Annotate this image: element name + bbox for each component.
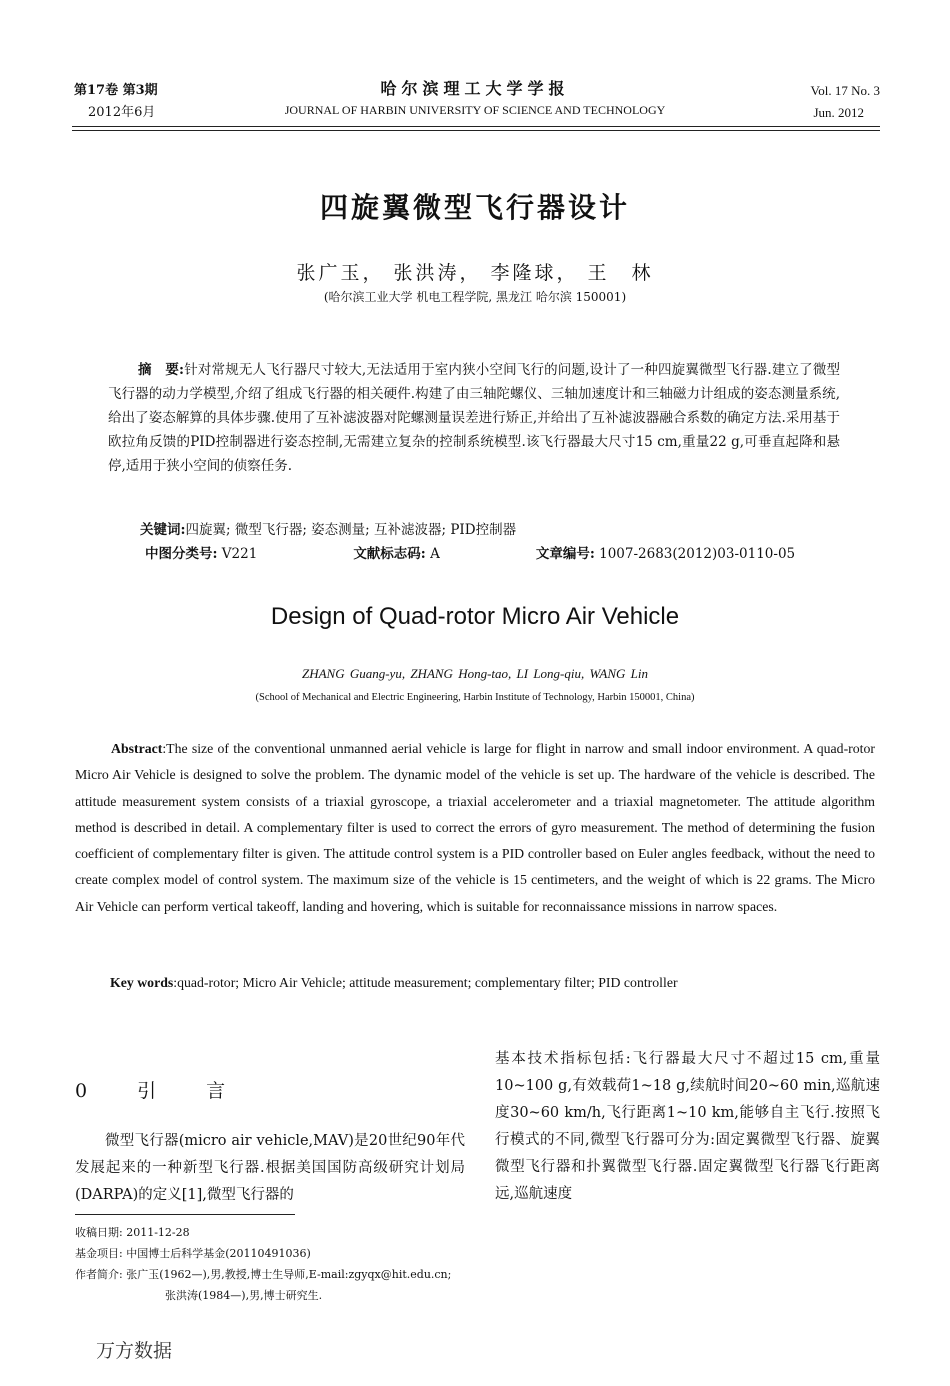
journal-name-cn: 哈尔滨理工大学学报	[380, 79, 570, 98]
article-number-label: 文章编号:	[535, 546, 595, 562]
footnote-received: 收稿日期: 2011-12-28	[75, 1226, 190, 1239]
keywords-en	[110, 970, 870, 996]
keywords-en-text: :quad-rotor; Micro Air Vehicle; attitude measurement; complementary filter; PID controller	[173, 975, 678, 990]
journal-name-en: JOURNAL OF HARBIN UNIVERSITY OF SCIENCE AND TECHNOLOGY	[284, 103, 666, 117]
paper-title-cn: 四旋翼微型飞行器设计	[319, 191, 630, 224]
volume-info	[74, 80, 204, 124]
authors-en: ZHANG Guang-yu, ZHANG Hong-tao, LI Long-qiu, WANG Lin	[301, 666, 649, 681]
keywords-cn-text: 四旋翼; 微型飞行器; 姿态测量; 互补滤波器; PID控制器	[185, 522, 517, 538]
abstract-en	[75, 736, 875, 920]
document-code	[353, 546, 488, 562]
header-rule	[72, 126, 880, 127]
keywords-cn	[140, 518, 840, 542]
section-heading-introduction: 0 引 言	[75, 1080, 248, 1102]
volume-issue-en: Vol. 17 No. 3	[810, 83, 880, 98]
keywords-cn-label: 关键词:	[140, 522, 186, 538]
abstract-cn-label: 摘 要:	[138, 362, 185, 378]
abstract-en-label: Abstract	[111, 741, 163, 756]
article-number	[536, 546, 843, 562]
journal-header	[240, 78, 710, 120]
abstract-en-text: :The size of the conventional unmanned aerial vehicle is large for flight in narrow and small indoor environment. A quad-rotor Micro Air Vehicle is designed to solve the problem. The dynamic model of the vehicle is set up. The hardware of the vehicle is described. The attitude measurement system consists of a triaxial gyroscope, a triaxial accelerometer and a triaxial magnetometer. The attitude algorithm method is described in detail. A complementary filter is used to correct the errors of gyro measurement. The method of determining the fusion coefficient of complementary filter is given. The attitude control system is a PID controller based on Euler angles feedback, without the need to create complex model of control system. The maximum size of the vehicle is 15 centimeters, and the weight of which is 22 grams. The Micro Air Vehicle can perform vertical takeoff, landing and hovering, which is suitable for reconnaissance missions in narrow spaces.	[75, 741, 875, 914]
clc-number	[145, 546, 305, 562]
clc-value: V221	[221, 546, 258, 562]
footnote-author1: 作者简介: 张广玉(1962—),男,教授,博士生导师,E-mail:zgyqx@hit.edu.cn;	[75, 1268, 452, 1281]
footnote-author2: 张洪涛(1984—),男,博士研究生.	[165, 1289, 323, 1302]
publication-date-en: Jun. 2012	[813, 105, 864, 120]
affiliation-en: (School of Mechanical and Electric Engineering, Harbin Institute of Technology, Harbin 150001, China)	[255, 692, 695, 703]
article-number-value: 1007-2683(2012)03-0110-05	[599, 546, 796, 562]
intro-paragraph-left: 微型飞行器(micro air vehicle,MAV)是20世纪90年代发展起来的一种新型飞行器.根据美国国防高级研究计划局(DARPA)的定义[1],微型飞行器的	[75, 1133, 465, 1203]
abstract-cn	[108, 358, 840, 478]
publication-date-cn: 2012年6月	[88, 105, 156, 120]
footnotes	[75, 1222, 595, 1306]
footnote-fund: 基金项目: 中国博士后科学基金(20110491036)	[75, 1247, 311, 1260]
keywords-en-label: Key words	[110, 975, 174, 990]
paper-title-en: Design of Quad-rotor Micro Air Vehicle	[270, 603, 680, 630]
classification-line	[145, 542, 845, 566]
volume-info-en	[770, 80, 880, 124]
volume-issue: 第17卷 第3期	[74, 83, 158, 98]
header-rule-thin	[72, 130, 880, 131]
clc-label: 中图分类号:	[145, 546, 218, 562]
affiliation-cn: (哈尔滨工业大学 机电工程学院, 黑龙江 哈尔滨 150001)	[323, 290, 627, 304]
footnote-rule	[75, 1214, 295, 1215]
watermark: 万方数据	[96, 1340, 173, 1362]
authors-cn: 张广玉， 张洪涛， 李隆球， 王 林	[296, 262, 654, 284]
doc-code-value: A	[430, 546, 440, 562]
intro-paragraph-right: 基本技术指标包括:飞行器最大尺寸不超过15 cm,重量10~100 g,有效载荷1~18 g,续航时间20~60 min,巡航速度30~60 km/h,飞行距离1~10 km,能够自主飞行.按照飞行模式的不同,微型飞行器可分为:固定翼微型飞行器、旋翼微型飞行器和扑翼微型飞行器.固定翼微型飞行器飞行距离远,巡航速度	[495, 1051, 880, 1202]
abstract-cn-text: 针对常规无人飞行器尺寸较大,无法适用于室内狭小空间飞行的问题,设计了一种四旋翼微型飞行器.建立了微型飞行器的动力学模型,介绍了组成飞行器的相关硬件.构建了由三轴陀螺仪、三轴加速度计和三轴磁力计组成的姿态测量系统,给出了姿态解算的具体步骤.使用了互补滤波器对陀螺测量误差进行矫正,并给出了互补滤波器融合系数的确定方法.采用基于欧拉角反馈的PID控制器进行姿态控制,无需建立复杂的控制系统模型.该飞行器最大尺寸15 cm,重量22 g,可垂直起降和悬停,适用于狭小空间的侦察任务.	[108, 362, 841, 474]
doc-code-label: 文献标志码:	[353, 546, 426, 562]
